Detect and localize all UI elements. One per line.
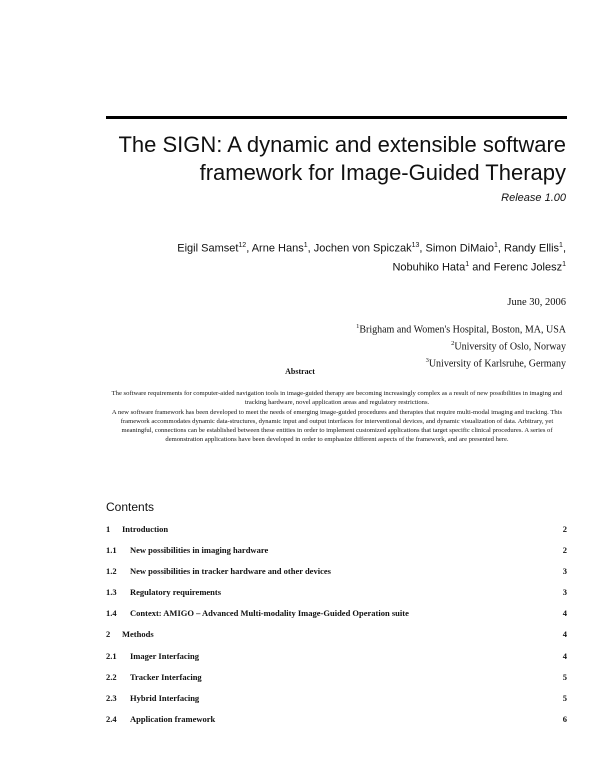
- toc-entry[interactable]: [106, 604, 567, 625]
- toc-entry[interactable]: [106, 647, 567, 668]
- toc-title: Introduction: [122, 524, 169, 534]
- author-separator: ,: [419, 242, 426, 255]
- affiliations: [356, 320, 566, 370]
- author-affil-sup: 1: [303, 242, 308, 249]
- author-affil-sup: 1: [562, 260, 566, 268]
- toc-number: 2.3: [106, 692, 117, 703]
- author-affil-sup: 13: [411, 242, 420, 249]
- author-name: Eigil Samset: [177, 242, 239, 255]
- author-affil-sup: 1: [493, 242, 498, 249]
- affiliation: [356, 337, 566, 354]
- toc-number: 1.2: [106, 566, 117, 577]
- toc-title: Regulatory requirements: [130, 587, 222, 598]
- author-separator: ,: [562, 242, 566, 255]
- toc-number: 1.3: [106, 587, 117, 598]
- author-name: Arne Hans: [251, 242, 304, 255]
- toc-number: 2: [106, 629, 111, 640]
- toc-number: 2.1: [106, 650, 117, 661]
- abstract-paragraph: The software requirements for computer-aided navigation tools in image-guided therapy are becoming increasingly complex as a result of new possibilities in imaging and tracking hardware, novel application areas and regulatory restrictions.: [111, 390, 563, 407]
- affiliation: [356, 320, 566, 337]
- author-name: Nobuhiko Hata: [392, 261, 466, 274]
- author-name: Jochen von Spiczak: [313, 242, 412, 255]
- author-name: Ferenc Jolesz: [493, 261, 563, 274]
- toc-entry[interactable]: [106, 520, 567, 541]
- abstract-body: [106, 389, 568, 445]
- toc-entry[interactable]: [106, 562, 567, 583]
- author-affil-sup: 1: [465, 260, 470, 268]
- toc-page: 3: [562, 587, 567, 598]
- author-affil-sup: 1: [559, 242, 563, 249]
- toc-title: Methods: [122, 629, 154, 640]
- toc-title: New possibilities in imaging hardware: [130, 545, 269, 556]
- author-separator: ,: [246, 242, 252, 255]
- toc-page: 2: [562, 524, 567, 534]
- toc-number: 2.4: [106, 713, 117, 724]
- toc-entry[interactable]: [106, 625, 567, 646]
- toc-number: 1.4: [106, 608, 117, 619]
- author-affil-sup: 12: [238, 242, 247, 249]
- title-line-1: The SIGN: A dynamic and extensible software: [118, 132, 566, 157]
- affiliation-sup: 2: [451, 339, 455, 347]
- toc-page: 4: [562, 650, 567, 661]
- toc-title: Tracker Interfacing: [130, 671, 202, 682]
- toc-entry[interactable]: [106, 541, 567, 562]
- title-rule: [106, 116, 567, 119]
- toc-number: 1: [106, 524, 111, 534]
- toc-page: 5: [562, 692, 567, 703]
- toc-entry[interactable]: [106, 668, 567, 689]
- affiliation-sup: 3: [425, 356, 429, 364]
- affiliation-sup: 1: [356, 323, 360, 330]
- toc-title: Context: AMIGO – Advanced Multi-modality Image-Guided Operation suite: [130, 608, 409, 619]
- toc-title: New possibilities in tracker hardware and other devices: [130, 566, 331, 577]
- author-list: [96, 238, 566, 275]
- author-name: Randy Ellis: [504, 242, 560, 255]
- author-separator: ,: [497, 242, 504, 255]
- toc-page: 6: [562, 713, 567, 724]
- paper-title: [96, 131, 566, 187]
- publication-date: June 30, 2006: [507, 297, 566, 308]
- author-separator: and: [469, 261, 494, 274]
- author-name: Simon DiMaio: [425, 242, 494, 255]
- author-line-1: [96, 238, 566, 257]
- author-separator: ,: [307, 242, 314, 255]
- toc-entry[interactable]: [106, 689, 567, 710]
- toc-page: 4: [562, 629, 567, 640]
- toc-page: 5: [562, 671, 567, 682]
- toc-number: 2.2: [106, 671, 117, 682]
- toc-page: 4: [562, 608, 567, 619]
- toc-title: Imager Interfacing: [130, 650, 200, 661]
- affiliation-text: University of Karlsruhe, Germany: [428, 357, 566, 369]
- toc-page: 3: [562, 566, 567, 577]
- affiliation-text: Brigham and Women's Hospital, Boston, MA, USA: [359, 324, 566, 336]
- toc-number: 1.1: [106, 545, 117, 556]
- abstract-paragraph: A new software framework has been developed to meet the needs of emerging image-guided procedures and therapies that require multi-modal imaging and tracking. This framework accommodates dynamic data-structures, dynamic input and output interfaces for interventional devices, and dynamic visualization of data. Arbitrary, yet meaningful, connections can be established between these entities in order to implement customized applications that target specific clinical procedures. A series of demonstration applications have been developed in order to emphasize different aspects of the framework, and are presented here.: [111, 408, 563, 444]
- toc-title: Hybrid Interfacing: [130, 692, 200, 703]
- toc-entry[interactable]: [106, 583, 567, 604]
- toc-page: 2: [562, 545, 567, 556]
- title-line-2: framework for Image-Guided Therapy: [199, 160, 566, 185]
- abstract-heading: Abstract: [285, 367, 315, 376]
- table-of-contents: [106, 520, 567, 731]
- contents-heading: Contents: [106, 500, 155, 514]
- affiliation-text: University of Oslo, Norway: [454, 341, 566, 353]
- author-line-2: [96, 257, 566, 276]
- toc-entry[interactable]: [106, 710, 567, 731]
- toc-title: Application framework: [130, 713, 216, 724]
- release-label: Release 1.00: [501, 192, 566, 204]
